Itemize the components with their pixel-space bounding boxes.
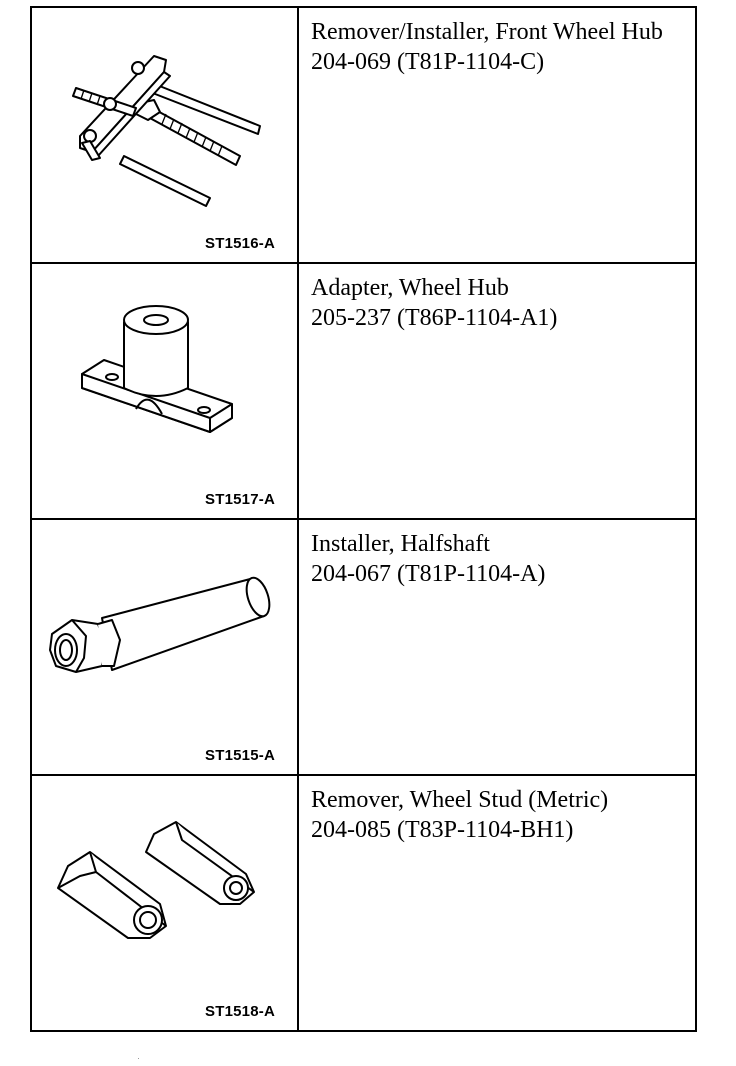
tool-name: Installer, Halfshaft xyxy=(311,531,490,557)
description-cell xyxy=(298,775,696,1031)
figure-code: ST1516-A xyxy=(205,235,275,252)
halfshaft-installer-icon xyxy=(32,520,299,774)
part-number: 204-067 (T81P-1104-A) xyxy=(311,561,546,587)
description-cell xyxy=(298,519,696,775)
wheel-stud-remover-icon xyxy=(32,776,299,1030)
table-row xyxy=(31,263,696,519)
special-tools-table xyxy=(30,6,697,1032)
tool-name: Remover/Installer, Front Wheel Hub xyxy=(311,19,663,45)
hub-remover-installer-icon xyxy=(32,8,299,262)
figure-cell xyxy=(31,7,298,263)
figure-code: ST1517-A xyxy=(205,491,275,508)
description-cell xyxy=(298,7,696,263)
part-number: 204-069 (T81P-1104-C) xyxy=(311,49,545,75)
table-row xyxy=(31,519,696,775)
wheel-hub-adapter-icon xyxy=(32,264,299,518)
figure-cell xyxy=(31,519,298,775)
figure-cell xyxy=(31,775,298,1031)
figure-code: ST1515-A xyxy=(205,747,275,764)
table-row xyxy=(31,775,696,1031)
figure-cell xyxy=(31,263,298,519)
tool-name: Remover, Wheel Stud (Metric) xyxy=(311,787,609,813)
description-cell xyxy=(298,263,696,519)
tool-name: Adapter, Wheel Hub xyxy=(311,275,509,301)
figure-code: ST1518-A xyxy=(205,1003,275,1020)
scan-speck xyxy=(138,1058,139,1059)
table-row xyxy=(31,7,696,263)
part-number: 204-085 (T83P-1104-BH1) xyxy=(311,817,574,843)
part-number: 205-237 (T86P-1104-A1) xyxy=(311,305,558,331)
